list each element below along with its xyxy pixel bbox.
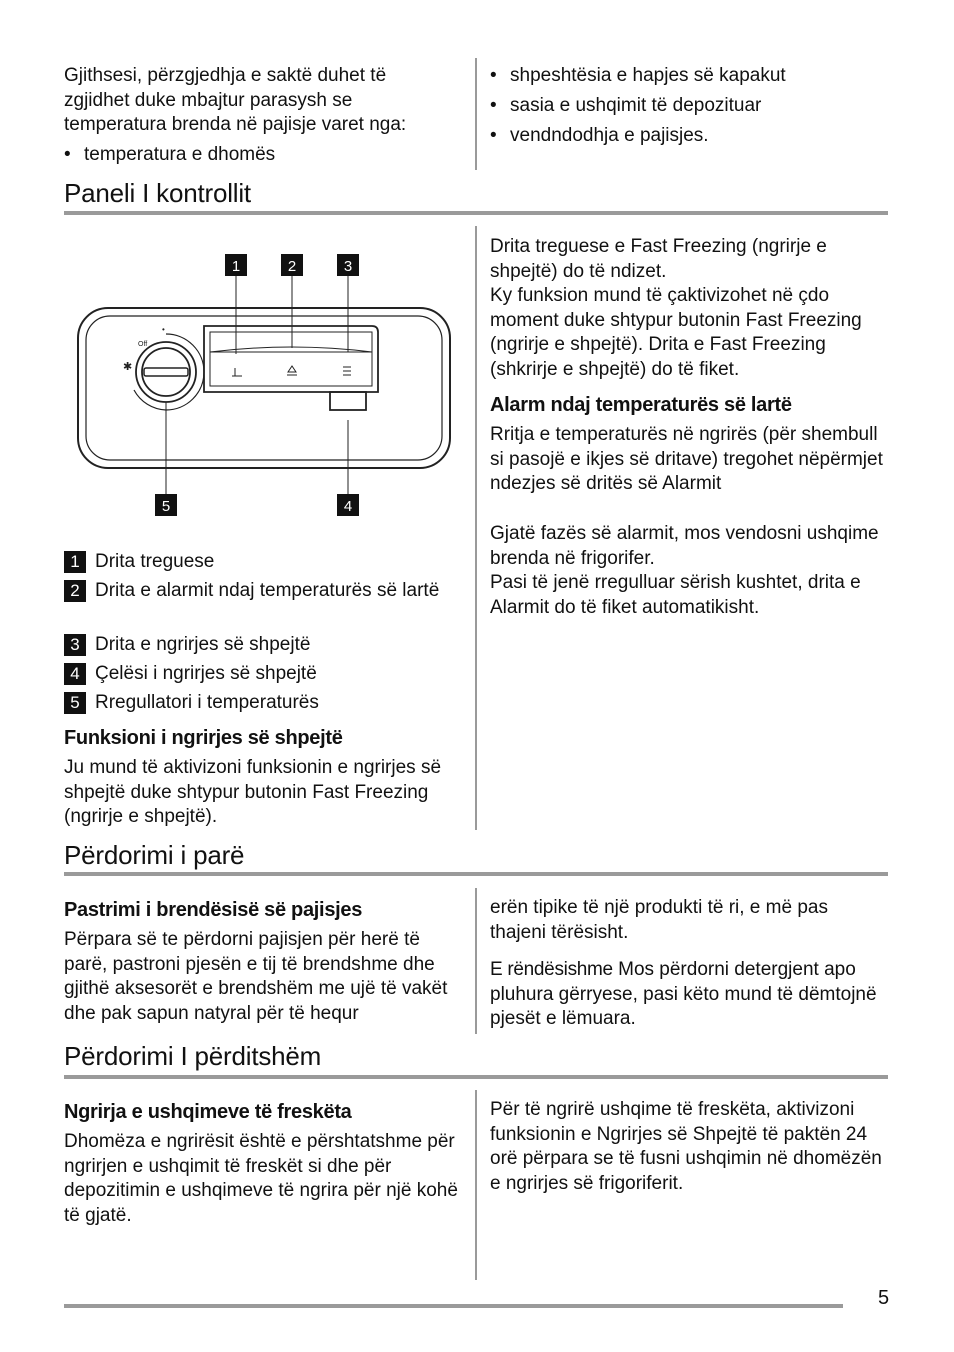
intro-right-bullets bbox=[490, 64, 890, 154]
cleaning-text-continued: erën tipike të një produkti të ri, e më pas thajeni tërësisht. bbox=[490, 897, 828, 943]
legend-label: Rregullatori i temperaturës bbox=[95, 692, 319, 713]
legend-label: Drita e ngrirjes së shpejtë bbox=[95, 634, 311, 655]
cleaning-heading: Pastrimi i brendësisë së pajisjes bbox=[64, 899, 363, 921]
legend-number: 3 bbox=[64, 634, 86, 656]
callout-3: 3 bbox=[343, 258, 353, 275]
alarm-text-1: Rritja e temperaturës në ngrirës (për shembull si pasojë e ikjes së dritave) tregohet nëpërmjet ndezjes së dritës së Alarmit bbox=[490, 424, 883, 495]
intro-text: Gjithsesi, përzgjedhja e saktë duhet të zgjidhet duke mbajtur parasysh se temperatura brenda në pajisje varet nga: bbox=[64, 65, 407, 136]
legend-item bbox=[64, 579, 444, 603]
important-text: Mos përdorni detergjent apo pluhura gërryese, pasi këto mund të dëmtojnë pjesët e lëmuara. bbox=[490, 959, 877, 1030]
legend-number: 2 bbox=[64, 580, 86, 602]
callout-1: 1 bbox=[231, 258, 241, 275]
page-number: 5 bbox=[878, 1287, 890, 1309]
legend-label: Drita treguese bbox=[95, 551, 215, 572]
list-item: • sasia e ushqimit të depozituar bbox=[490, 94, 890, 119]
legend-item bbox=[64, 691, 444, 715]
legend-item bbox=[64, 550, 444, 574]
legend-label: Çelësi i ngrirjes së shpejtë bbox=[95, 663, 317, 684]
section-rule bbox=[64, 1075, 888, 1079]
fast-freeze-heading: Funksioni i ngrirjes së shpejtë bbox=[64, 727, 343, 749]
important-note bbox=[490, 958, 890, 1032]
fast-freeze-indicator-text: Drita treguese e Fast Freezing (ngrirje e shpejtë) do të ndizet. bbox=[490, 236, 827, 282]
list-item: • shpeshtësia e hapjes së kapakut bbox=[490, 64, 890, 89]
section-title-daily-use: Përdorimi I përditshëm bbox=[64, 1041, 322, 1071]
dial-dot-mark: • bbox=[162, 325, 165, 334]
alarm-text-2: Gjatë fazës së alarmit, mos vendosni ushqime brenda në frigorifer. bbox=[490, 523, 879, 569]
section-rule bbox=[64, 872, 888, 876]
freezing-text: Dhomëza e ngrirësit është e përshtatshme për ngrirjen e ushqimit të freskët si dhe për depozitimin e ushqimeve të ngrira për një kohë të gjatë. bbox=[64, 1131, 458, 1226]
column-divider bbox=[475, 1090, 477, 1280]
legend-number: 4 bbox=[64, 663, 86, 685]
cleaning-text: Përpara së te përdorni pajisjen për herë të parë, pastroni pjesën e tij të brendshme dhe gjithë aksesorët e brendshëm me ujë të vakët dhe pak sapun natyral për të hequr bbox=[64, 929, 448, 1024]
list-item: • temperatura e dhomës bbox=[64, 143, 454, 168]
column-divider bbox=[475, 226, 477, 830]
alarm-light-icon bbox=[288, 366, 296, 372]
freezing-instructions: Për të ngrirë ushqime të freskëta, aktivizoni funksionin e Ngrirjes së Shpejtë të paktën 24 orë përpara se të fusni ushqimin në dhomëzën e ngrirjes së frigoriferit. bbox=[490, 1099, 882, 1194]
snowflake-icon: ✱ bbox=[123, 360, 133, 373]
section-title-control-panel: Paneli I kontrollit bbox=[64, 178, 251, 208]
alarm-heading: Alarm ndaj temperaturës së lartë bbox=[490, 394, 792, 416]
legend-item bbox=[64, 662, 444, 686]
fast-freeze-deactivate-text: Ky funksion mund të çaktivizohet në çdo moment duke shtypur butonin Fast Freezing (ngrirje e shpejtë). Drita e Fast Freezing (shkrirje e shpejtë) do të fiket. bbox=[490, 285, 862, 380]
column-divider bbox=[475, 58, 477, 170]
control-panel-diagram bbox=[64, 244, 464, 534]
callout-5: 5 bbox=[161, 498, 171, 515]
section-title-first-use: Përdorimi i parë bbox=[64, 840, 245, 870]
column-divider bbox=[475, 888, 477, 1034]
callout-4: 4 bbox=[343, 498, 353, 515]
footer-rule bbox=[64, 1304, 843, 1308]
indicator-window bbox=[204, 326, 378, 392]
section-rule bbox=[64, 211, 888, 215]
callout-2: 2 bbox=[287, 258, 297, 275]
list-item: • vendndodhja e pajisjes. bbox=[490, 124, 890, 149]
freezing-heading: Ngrirja e ushqimeve të freskëta bbox=[64, 1101, 352, 1123]
fast-freeze-button-shape bbox=[330, 392, 366, 410]
legend-item bbox=[64, 633, 444, 657]
dial-off-label: Off bbox=[138, 341, 148, 348]
legend-number: 5 bbox=[64, 692, 86, 714]
legend-number: 1 bbox=[64, 551, 86, 573]
legend-label: Drita e alarmit ndaj temperaturës së lartë bbox=[95, 580, 440, 601]
alarm-text-3: Pasi të jenë rregulluar sërish kushtet, drita e Alarmit do të fiket automatikisht. bbox=[490, 572, 861, 618]
important-label: E rëndësishme bbox=[490, 959, 613, 980]
fast-freeze-text: Ju mund të aktivizoni funksionin e ngrirjes së shpejtë duke shtypur butonin Fast Freezing (ngrirje e shpejtë). bbox=[64, 757, 442, 828]
intro-left-bullets bbox=[64, 143, 454, 173]
panel-inner-outline bbox=[86, 316, 442, 460]
